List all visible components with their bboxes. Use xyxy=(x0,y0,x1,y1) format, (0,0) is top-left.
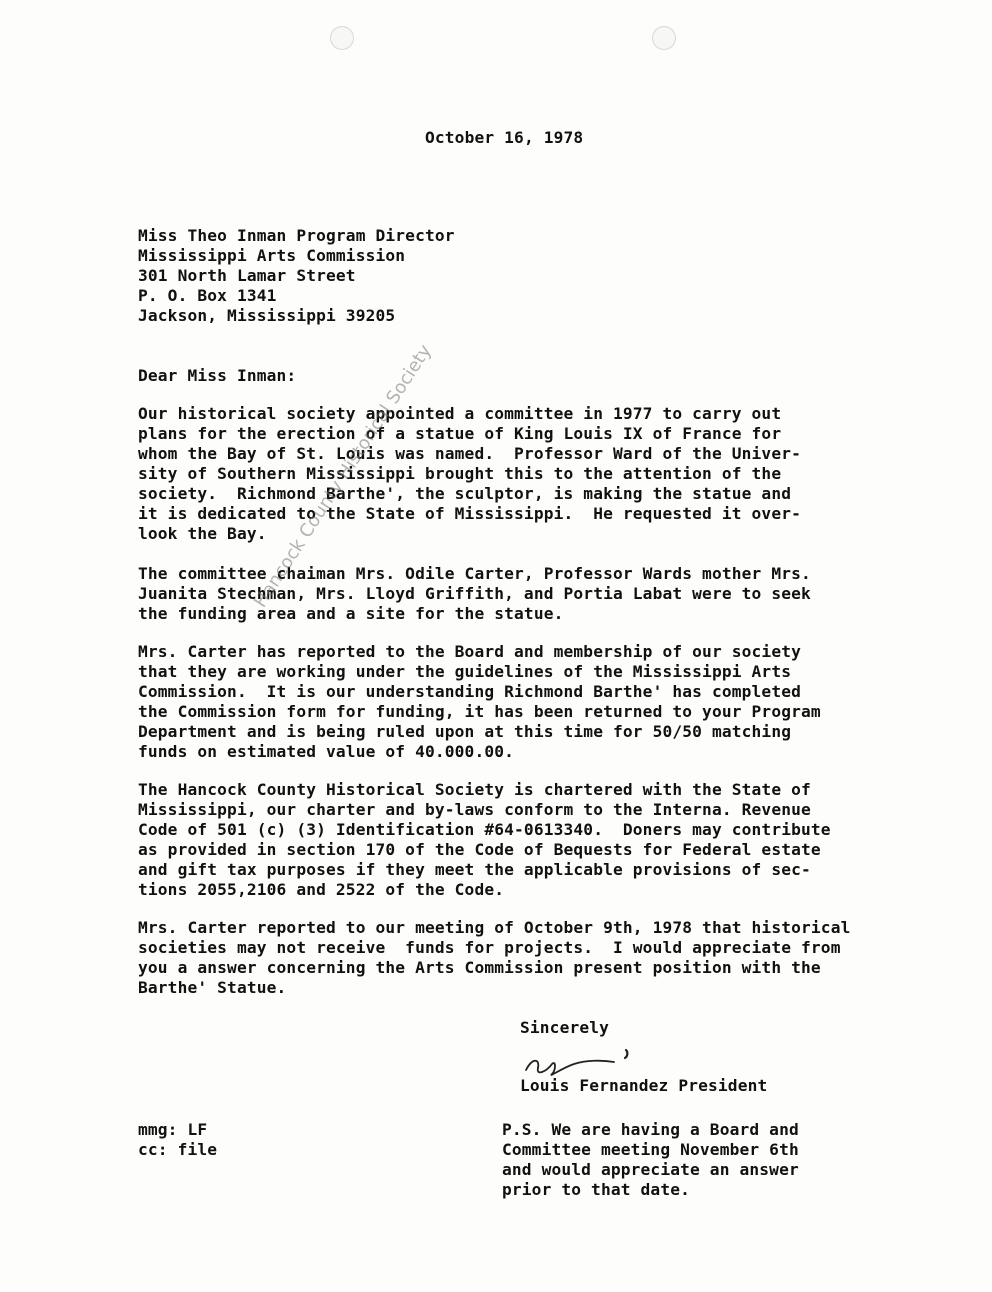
body-line: Mrs. Carter has reported to the Board and membership of our society xyxy=(138,642,802,661)
body-line: and gift tax purposes if they meet the applicable provisions of sec- xyxy=(138,860,811,879)
body-line: that they are working under the guidelines of the Mississippi Arts xyxy=(138,662,792,681)
body-line: Juanita Stechman, Mrs. Lloyd Griffith, and Portia Labat were to seek xyxy=(138,584,811,603)
body-line: Department and is being ruled upon at this time for 50/50 matching xyxy=(138,722,792,741)
address-line: P. O. Box 1341 xyxy=(138,286,277,305)
punch-hole-left xyxy=(330,26,354,50)
letter-date: October 16, 1978 xyxy=(425,128,584,147)
body-line: societies may not receive funds for projects. I would appreciate from xyxy=(138,938,841,957)
body-line: sity of Southern Mississippi brought this to the attention of the xyxy=(138,464,782,483)
body-line: plans for the erection of a statue of King Louis IX of France for xyxy=(138,424,782,443)
address-line: Miss Theo Inman Program Director xyxy=(138,226,455,245)
body-line: look the Bay. xyxy=(138,524,267,543)
body-line: as provided in section 170 of the Code of Bequests for Federal estate xyxy=(138,840,821,859)
handwritten-signature xyxy=(522,1046,642,1080)
archive-watermark-stamp: Hancock County Historical Society xyxy=(250,340,436,612)
address-line: 301 North Lamar Street xyxy=(138,266,356,285)
carbon-copy: cc: file xyxy=(138,1140,218,1159)
body-line: Mrs. Carter reported to our meeting of October 9th, 1978 that historical xyxy=(138,918,851,937)
postscript-line: Committee meeting November 6th xyxy=(502,1140,799,1159)
postscript-line: and would appreciate an answer xyxy=(502,1160,799,1179)
body-line: Mississippi, our charter and by-laws conform to the Interna. Revenue xyxy=(138,800,811,819)
punch-hole-right xyxy=(652,26,676,50)
body-line: society. Richmond Barthe', the sculptor, is making the statue and xyxy=(138,484,792,503)
typist-initials: mmg: LF xyxy=(138,1120,208,1139)
postscript-line: prior to that date. xyxy=(502,1180,691,1199)
signer-name: Louis Fernandez President xyxy=(520,1076,768,1095)
body-line: funds on estimated value of 40.000.00. xyxy=(138,742,515,761)
body-line: Code of 501 (c) (3) Identification #64-0613340. Doners may contribute xyxy=(138,820,831,839)
body-line: it is dedicated to the State of Mississippi. He requested it over- xyxy=(138,504,802,523)
postscript-line: P.S. We are having a Board and xyxy=(502,1120,799,1139)
body-line: you a answer concerning the Arts Commission present position with the xyxy=(138,958,821,977)
address-line: Mississippi Arts Commission xyxy=(138,246,406,265)
closing: Sincerely xyxy=(520,1018,610,1037)
body-line: tions 2055,2106 and 2522 of the Code. xyxy=(138,880,505,899)
body-line: Commission. It is our understanding Richmond Barthe' has completed xyxy=(138,682,802,701)
body-line: the Commission form for funding, it has been returned to your Program xyxy=(138,702,821,721)
salutation: Dear Miss Inman: xyxy=(138,366,297,385)
body-line: The committee chaiman Mrs. Odile Carter, Professor Wards mother Mrs. xyxy=(138,564,811,583)
body-line: Barthe' Statue. xyxy=(138,978,287,997)
body-line: The Hancock County Historical Society is chartered with the State of xyxy=(138,780,811,799)
body-line: Our historical society appointed a committee in 1977 to carry out xyxy=(138,404,782,423)
body-line: the funding area and a site for the statue. xyxy=(138,604,564,623)
address-line: Jackson, Mississippi 39205 xyxy=(138,306,396,325)
body-line: whom the Bay of St. Louis was named. Professor Ward of the Univer- xyxy=(138,444,802,463)
